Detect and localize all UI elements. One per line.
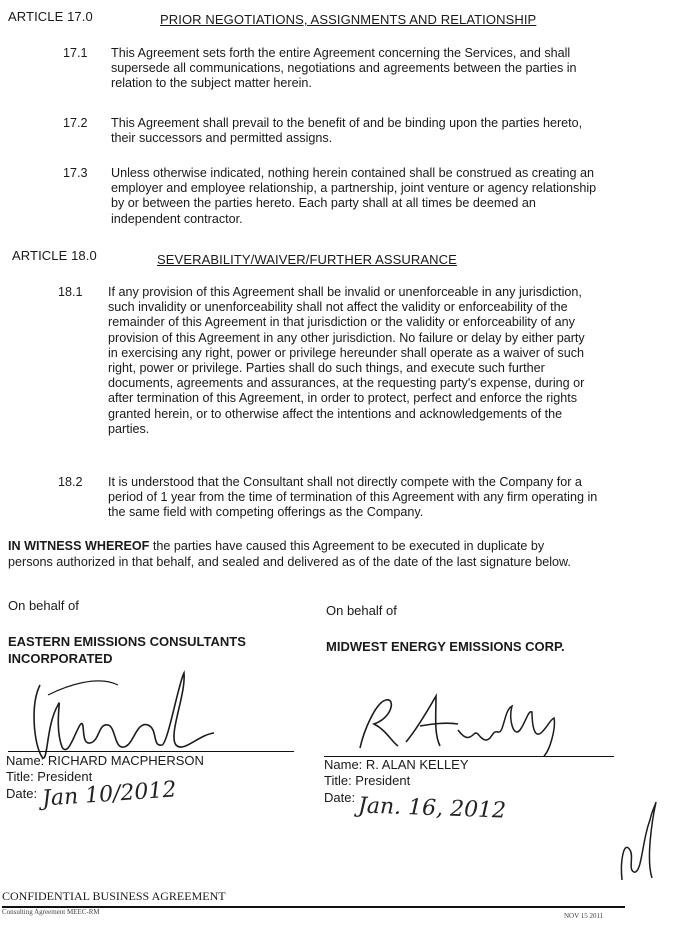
left-signature [28, 665, 228, 765]
clause-17-2 [63, 116, 663, 150]
article-18-title: SEVERABILITY/WAIVER/FURTHER ASSURANCE [157, 252, 457, 267]
left-name: Name: RICHARD MACPHERSON [6, 753, 204, 768]
clause-17-1 [63, 46, 663, 96]
footer-subtext: Consulting Agreement MEEC-RM [2, 908, 100, 916]
witness-lead: IN WITNESS WHEREOF [8, 539, 150, 553]
clause-number: 17.3 [63, 166, 88, 180]
clause-number: 18.2 [58, 475, 83, 489]
witness-line-1: the parties have caused this Agreement to be executed in duplicate by [149, 539, 545, 553]
clause-number: 17.2 [63, 116, 88, 130]
clause-text: It is understood that the Consultant shall not directly compete with the Company for a period of 1 year from the time of termination of this Agreement with any firm operating in the same field with competing offerings as the Company. [108, 475, 598, 520]
clause-17-3 [63, 166, 663, 230]
footer-right-subtext: NOV 15 2011 [564, 912, 604, 920]
clause-number: 18.1 [58, 285, 83, 299]
initials-mark [612, 800, 662, 890]
article-18-number: ARTICLE 18.0 [12, 248, 97, 263]
right-company-name: MIDWEST ENERGY EMISSIONS CORP. [326, 639, 565, 654]
article-17-heading [8, 9, 668, 27]
left-signature-line [8, 751, 294, 752]
right-signature [336, 690, 566, 760]
clause-text: This Agreement shall prevail to the benefit of and be binding upon the parties hereto, their successors and permitted assigns. [111, 116, 583, 146]
witness-line-2: persons authorized in that behalf, and sealed and delivered as of the date of the last signature below. [8, 555, 571, 569]
right-on-behalf-of: On behalf of [326, 603, 397, 618]
article-18-heading [12, 248, 672, 266]
clause-18-1 [58, 285, 662, 441]
left-date-handwritten: Jan 10/2012 [41, 777, 178, 812]
right-date-handwritten: Jan. 16, 2012 [357, 793, 507, 824]
footer-confidential: CONFIDENTIAL BUSINESS AGREEMENT [2, 889, 226, 903]
clause-text: Unless otherwise indicated, nothing herein contained shall be construed as creating an employer and employee relationship, a partnership, joint venture or agency relationship by or between the parties hereto. Each party shall at all times be deemed an independent contractor. [111, 166, 597, 226]
clause-18-2 [58, 475, 662, 523]
clause-text: If any provision of this Agreement shall be invalid or unenforceable in any jurisdiction, such invalidity or unenforceability shall not affect the validity or enforceability of the remainder of this Agreement in that jurisdiction or the validity or enforceability of any provision of this Agreement in any other jurisdiction. No failure or delay by either party in exercising any right, power or privilege hereunder shall operate as a waiver of such right, power or privilege. Parties shall do such things, and execute such further documents, agreements and assurances, at the requesting party's expense, during or after termination of this Agreement, in order to protect, perfect and enforce the rights granted herein, or to otherwise affect the intentions and acknowledgements of the parties. [108, 285, 585, 436]
article-17-number: ARTICLE 17.0 [8, 9, 93, 24]
right-name: Name: R. ALAN KELLEY [324, 757, 469, 772]
left-company-name: EASTERN EMISSIONS CONSULTANTS INCORPORATED [8, 634, 246, 666]
clause-text: This Agreement sets forth the entire Agreement concerning the Services, and shall supersede all communications, negotiations and agreements between the parties in relation to the subject matter herein. [111, 46, 577, 91]
article-17-title: PRIOR NEGOTIATIONS, ASSIGNMENTS AND RELATIONSHIP [160, 12, 537, 27]
right-date-label: Date: [324, 790, 356, 805]
left-title: Title: President [6, 769, 93, 784]
right-title: Title: President [324, 773, 411, 788]
clause-number: 17.1 [63, 46, 88, 60]
left-on-behalf-of: On behalf of [8, 598, 79, 613]
left-date-label: Date: [6, 786, 38, 801]
witness-clause [8, 538, 658, 574]
